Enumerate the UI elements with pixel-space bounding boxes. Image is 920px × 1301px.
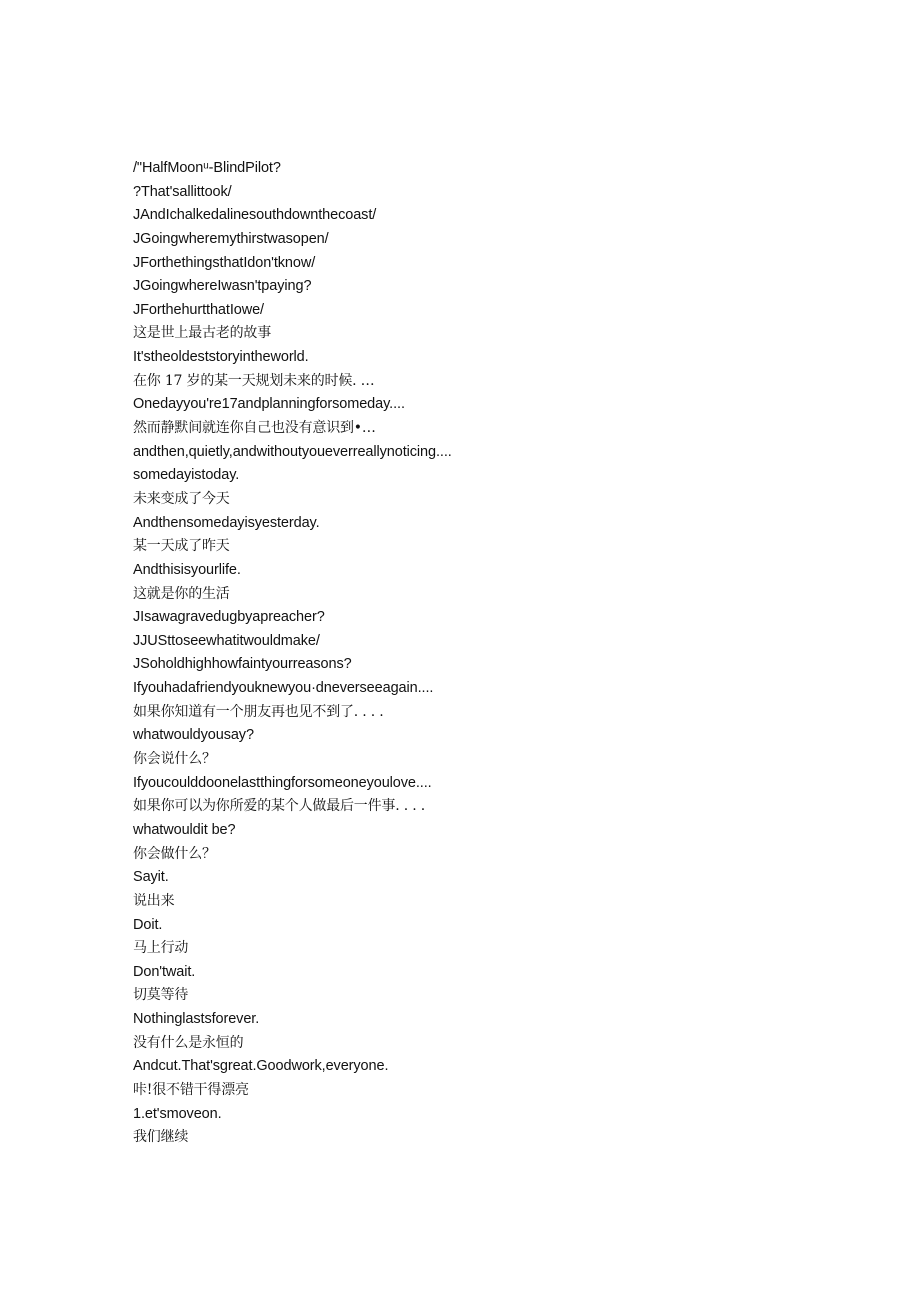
text-line: Andthensomedayisyesterday. <box>133 514 320 531</box>
text-line: Andthisisyourlife. <box>133 561 241 578</box>
text-line: 没有什么是永恒的 <box>133 1034 244 1051</box>
text-line: 如果你知道有一个朋友再也见不到了. . . . <box>133 703 384 720</box>
text-line: Ifyoucoulddoonelastthingforsomeoneyoulove.... <box>133 774 432 791</box>
text-line: whatwouldyousay? <box>133 727 254 744</box>
text-line: 这是世上最古老的故事 <box>133 325 271 342</box>
text-line: /"HalfMoonᵘ-BlindPilot? <box>133 160 281 176</box>
text-line: Nothinglastsforever. <box>133 1011 260 1028</box>
text-line: JIsawagravedugbyapreacher? <box>133 609 325 626</box>
text-line: JForthehurtthatIowe/ <box>133 301 264 318</box>
text-line: 你会做什么？ <box>133 845 216 862</box>
text-line: 这就是你的生活 <box>133 585 230 602</box>
text-line: JSoholdhighhowfaintyourreasons? <box>133 656 352 673</box>
text-line: Don'twait. <box>133 963 196 980</box>
text-line: 在你 17 岁的某一天规划未来的时候. … <box>133 372 375 389</box>
text-line: andthen,quietly,andwithoutyoueverreallynoticing.... <box>133 443 452 460</box>
text-line: 某一天成了昨天 <box>133 538 230 555</box>
text-line: 如果你可以为你所爱的某个人做最后一件事. . . . <box>133 798 425 815</box>
text-line: ?That'sallittook/ <box>133 183 232 200</box>
text-line: 说出来 <box>133 892 175 909</box>
text-line: JAndIchalkedalinesouthdownthecoast/ <box>133 207 377 224</box>
text-line: 马上行动 <box>133 940 189 957</box>
text-line: somedayistoday. <box>133 467 240 484</box>
text-line: Andcut.That'sgreat.Goodwork,everyone. <box>133 1058 389 1075</box>
text-line: Doit. <box>133 916 163 933</box>
text-line: 1.et'smoveon. <box>133 1105 222 1122</box>
lyrics-text-block <box>133 157 853 1150</box>
text-line: 咔!很不错干得漂亮 <box>133 1081 249 1098</box>
text-line: 然而静默间就连你自己也没有意识到•… <box>133 420 376 437</box>
text-line: 未来变成了今天 <box>133 490 230 507</box>
text-line: JGoingwhereIwasn'tpaying? <box>133 278 312 295</box>
text-line: whatwouldit be? <box>133 821 236 838</box>
text-line: JForthethingsthatIdon'tknow/ <box>133 254 316 271</box>
text-line: Sayit. <box>133 869 169 886</box>
text-line: It'stheoldeststoryintheworld. <box>133 349 309 366</box>
text-line: 我们继续 <box>133 1129 189 1146</box>
text-line: Onedayyou're17andplanningforsomeday.... <box>133 396 405 413</box>
text-line: Ifyouhadafriendyouknewyou·dneverseeagain.... <box>133 680 434 697</box>
text-line: 你会说什么？ <box>133 751 216 768</box>
text-line: JJUSttoseewhatitwouldmake/ <box>133 632 320 649</box>
text-line: JGoingwheremythirstwasopen/ <box>133 230 329 247</box>
text-line: 切莫等待 <box>133 987 189 1004</box>
